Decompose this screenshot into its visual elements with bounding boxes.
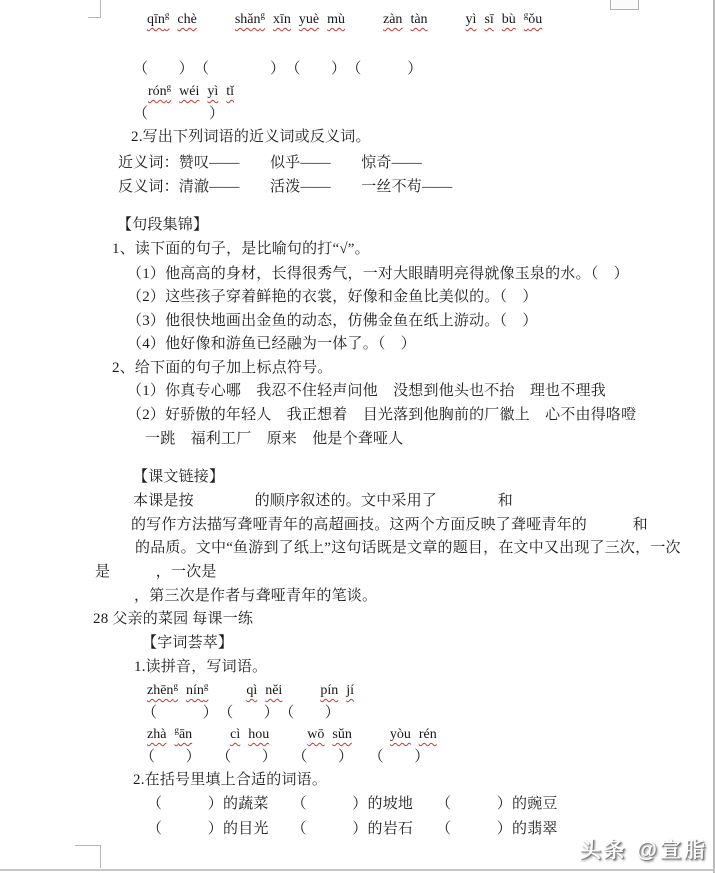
pinyin-row-rongweiyiti: rón$^g$ wéi yì tǐ: [148, 82, 235, 99]
section-header-juduan-jijin: 【句段集锦】: [117, 217, 209, 233]
passage-line-4: 是 ，一次是: [95, 564, 217, 580]
question-metaphor: 1、读下面的句子，是比喻句的打“√”。: [112, 241, 370, 257]
punctuation-item-2-cont: 一跳 福利工厂 原来 他是个聋哑人: [145, 431, 404, 447]
section-header-kewen-lianjie: 【课文链接】: [133, 469, 225, 485]
metaphor-item-1: （1）他高高的身材，长得很秀气，一对大眼睛明亮得就像玉泉的水。（ ）: [127, 266, 629, 282]
metaphor-item-2: （2）这些孩子穿着鲜艳的衣裳，好像和金鱼比美似的。（ ）: [127, 289, 538, 305]
punctuation-item-2: （2）好骄傲的年轻人 我正想着 目光落到他胸前的厂徽上 心不由得咯噔: [127, 407, 637, 423]
fill-words-row-1: （ ）的蔬菜 （ ）的坡地 （ ）的豌豆: [147, 796, 558, 812]
passage-line-5: ，第三次是作者与聋哑青年的笔谈。: [134, 588, 378, 604]
answer-blanks-row: （ ）: [133, 106, 225, 122]
antonyms-row: 反义词：清澈—— 活泼—— 一丝不苟——: [118, 179, 453, 195]
pinyin-row-qingche: qīn$^g$ chè shǎn$^g$ xīn yuè mù zàn tàn yì sī bù $^g$ǒu: [147, 10, 543, 27]
synonyms-row: 近义词：赞叹—— 似乎—— 惊奇——: [118, 155, 423, 171]
question-punctuation: 2、给下面的句子加上标点符号。: [112, 360, 333, 376]
pinyin-row-zhagan: zhà $^g$ān cì hou wō sǔn yòu rén: [147, 725, 437, 742]
watermark: 头条 @宣脂: [579, 839, 708, 862]
margin-crop-mark-top-right: [610, 0, 639, 10]
answer-blanks-row: （ ） （ ） （ ）: [142, 705, 341, 721]
question-fill-words: 2.在括号里填上合适的词语。: [133, 772, 328, 788]
margin-crop-mark-top-left-horizontal: [88, 17, 101, 18]
answer-blanks-row: （ ） （ ） （ ） （ ）: [140, 749, 430, 765]
page-edge-bottom: [0, 869, 715, 871]
punctuation-item-1: （1）你真专心哪 我忍不住轻声问他 没想到他头也不抬 理也不理我: [127, 383, 606, 399]
margin-crop-mark-top-left-vertical: [100, 0, 101, 17]
answer-blanks-row: （ ） （ ） （ ） （ ）: [133, 61, 423, 77]
passage-line-1: 本课是按 的顺序叙述的。文中采用了 和: [133, 493, 514, 509]
question-read-pinyin: 1.读拼音，写词语。: [134, 659, 268, 675]
margin-crop-mark-bottom-left-vertical: [100, 845, 101, 868]
question-synonyms-antonyms: 2.写出下列词语的近义词或反义词。: [131, 129, 371, 145]
fill-words-row-2: （ ）的目光 （ ）的岩石 （ ）的翡翠: [147, 821, 558, 837]
passage-line-2: 的写作方法描写聋哑青年的高超画技。这两个方面反映了聋哑青年的 和: [131, 517, 648, 533]
lesson-28-title: 28 父亲的菜园 每课一练: [93, 611, 254, 627]
pinyin-row-zhengning: zhēn$^g$ nín$^g$ qì něi pín jí: [147, 681, 354, 698]
margin-crop-mark-bottom-left-horizontal: [75, 845, 101, 846]
metaphor-item-3: （3）他很快地画出金鱼的动态，仿佛金鱼在纸上游动。（ ）: [127, 313, 538, 329]
passage-line-3: 的品质。文中“鱼游到了纸上”这句话既是文章的题目，在文中又出现了三次，一次: [135, 540, 681, 556]
metaphor-item-4: （4）他好像和游鱼已经融为一体了。（ ）: [127, 336, 417, 352]
section-header-zici-huicui: 【字词荟萃】: [142, 635, 234, 651]
